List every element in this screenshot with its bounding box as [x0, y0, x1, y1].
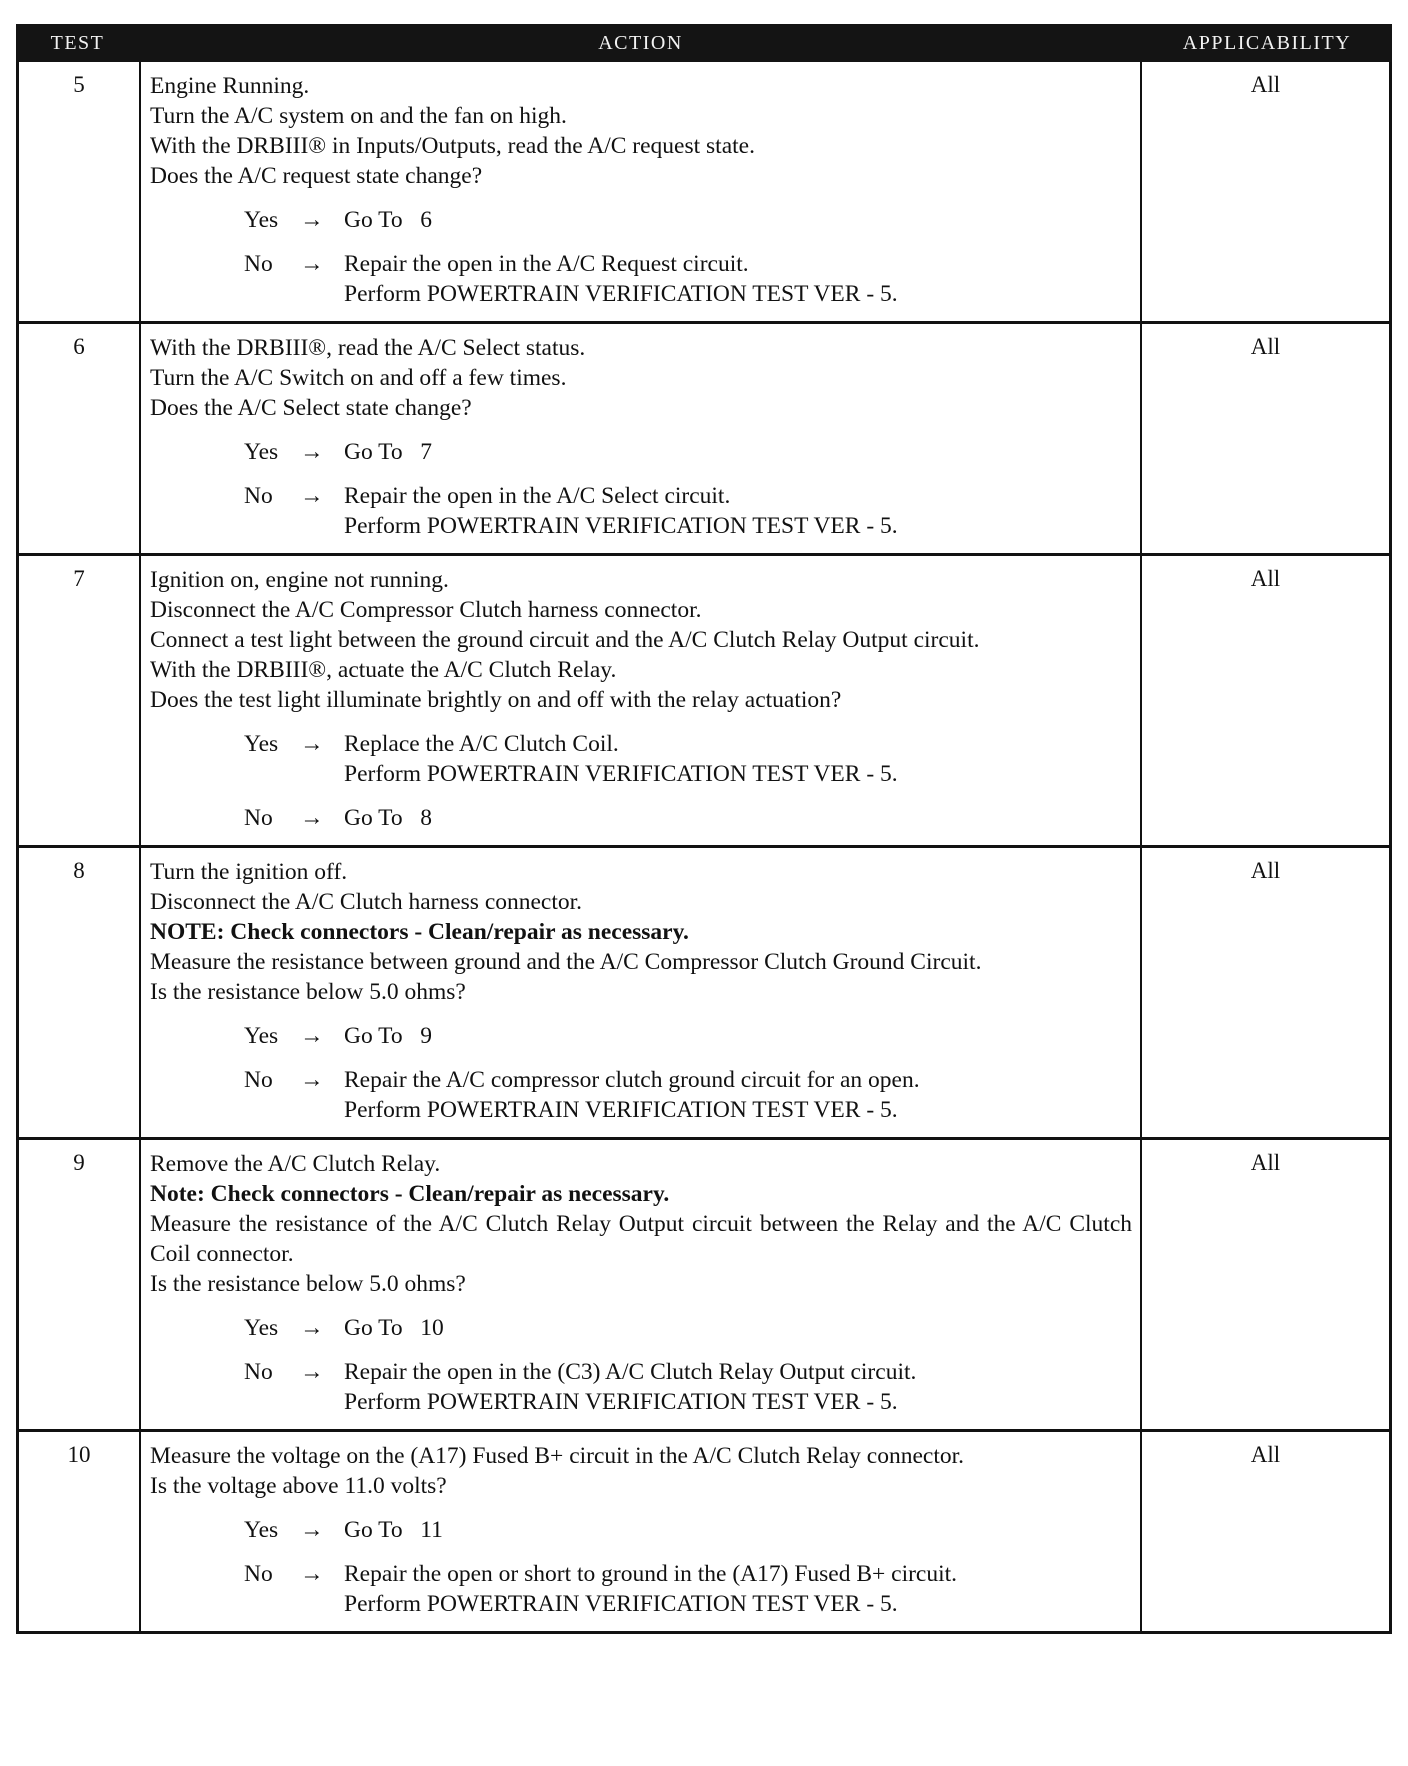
yes-outcome: [244, 1313, 1132, 1343]
outcome-result: [344, 729, 1132, 789]
outcome-result: [344, 1065, 1132, 1125]
applicability-value: All: [1250, 858, 1281, 883]
yes-outcome: [244, 205, 1132, 235]
instruction-line: With the DRBIII®, actuate the A/C Clutch Relay.: [150, 657, 617, 683]
header-test: TEST: [50, 31, 105, 54]
action-cell: [139, 1432, 1142, 1631]
header-action: ACTION: [598, 31, 683, 54]
no-outcome: [244, 1065, 1132, 1125]
instruction-line: Turn the A/C system on and the fan on high.: [150, 103, 567, 129]
right-arrow-icon: →: [300, 731, 324, 757]
instruction-line: Ignition on, engine not running.: [150, 567, 449, 593]
no-outcome: [244, 1559, 1132, 1619]
instruction-line: Does the A/C request state change?: [150, 163, 483, 189]
instruction-line: Does the A/C Select state change?: [150, 395, 472, 421]
right-arrow-icon: →: [300, 1561, 324, 1587]
test-number: 8: [73, 858, 85, 883]
test-number: 6: [73, 334, 85, 359]
right-arrow-icon: →: [300, 1067, 324, 1093]
test-number: 10: [67, 1442, 91, 1467]
result-line: Repair the open in the A/C Select circuit.: [344, 483, 731, 509]
note-line: Note: Check connectors - Clean/repair as necessary.: [150, 1181, 670, 1207]
outcome-result: [344, 1357, 1132, 1417]
right-arrow-icon: →: [300, 1517, 324, 1543]
test-number: 9: [73, 1150, 85, 1175]
note-line: NOTE: Check connectors - Clean/repair as necessary.: [150, 919, 689, 945]
diagnostic-test-table: [16, 24, 1392, 1634]
instruction-line: Turn the A/C Switch on and off a few times.: [150, 365, 567, 391]
table-row: [19, 1429, 1389, 1631]
right-arrow-icon: →: [300, 251, 324, 277]
instruction-line: Connect a test light between the ground circuit and the A/C Clutch Relay Output circuit.: [150, 627, 980, 653]
outcome-answer: Yes: [244, 1517, 279, 1543]
right-arrow-icon: →: [300, 483, 324, 509]
instruction-line: Measure the resistance between ground and the A/C Compressor Clutch Ground Circuit.: [150, 949, 982, 975]
test-number: 5: [73, 72, 85, 97]
outcome-result: [344, 437, 1132, 467]
result-line: Perform POWERTRAIN VERIFICATION TEST VER - 5.: [344, 281, 898, 307]
no-outcome: [244, 1357, 1132, 1417]
outcome-answer: Yes: [244, 207, 279, 233]
outcome-answer: Yes: [244, 1023, 279, 1049]
action-cell: [139, 556, 1142, 845]
result-line: Go To 6: [344, 207, 433, 233]
outcome-result: [344, 249, 1132, 309]
table-header: [16, 24, 1392, 62]
right-arrow-icon: →: [300, 805, 324, 831]
instruction-line: Turn the ignition off.: [150, 859, 348, 885]
instruction-line: Disconnect the A/C Clutch harness connector.: [150, 889, 583, 915]
instruction-line: Measure the voltage on the (A17) Fused B+ circuit in the A/C Clutch Relay connector.: [150, 1443, 965, 1469]
outcome-result: [344, 481, 1132, 541]
instruction-line: Is the resistance below 5.0 ohms?: [150, 1271, 466, 1297]
result-line: Replace the A/C Clutch Coil.: [344, 731, 619, 757]
outcome-result: [344, 803, 1132, 833]
instruction-line: Disconnect the A/C Compressor Clutch harness connector.: [150, 597, 702, 623]
outcome-result: [344, 1559, 1132, 1619]
yes-outcome: [244, 729, 1132, 789]
result-line: Go To 9: [344, 1023, 433, 1049]
result-line: Go To 11: [344, 1517, 443, 1543]
yes-outcome: [244, 1515, 1132, 1545]
table-row: [19, 62, 1389, 321]
no-outcome: [244, 481, 1132, 541]
instruction-line: With the DRBIII®, read the A/C Select status.: [150, 335, 586, 361]
result-line: Repair the open in the (C3) A/C Clutch Relay Output circuit.: [344, 1359, 917, 1385]
instruction-line: Measure the resistance of the A/C Clutch Relay Output circuit between the Relay and the A/C Clutch Coil connector.: [150, 1211, 1138, 1267]
right-arrow-icon: →: [300, 1023, 324, 1049]
outcome-answer: No: [244, 483, 273, 509]
outcome-answer: No: [244, 1359, 273, 1385]
table-body: [16, 62, 1392, 1634]
table-row: [19, 1137, 1389, 1429]
right-arrow-icon: →: [300, 207, 324, 233]
instruction-line: Is the voltage above 11.0 volts?: [150, 1473, 447, 1499]
result-line: Perform POWERTRAIN VERIFICATION TEST VER - 5.: [344, 1389, 898, 1415]
applicability-value: All: [1250, 334, 1281, 359]
result-line: Perform POWERTRAIN VERIFICATION TEST VER - 5.: [344, 1591, 898, 1617]
table-row: [19, 845, 1389, 1137]
result-line: Go To 7: [344, 439, 433, 465]
action-cell: [139, 324, 1142, 553]
outcome-result: [344, 1021, 1132, 1051]
action-cell: [139, 1140, 1142, 1429]
applicability-value: All: [1250, 1150, 1281, 1175]
no-outcome: [244, 249, 1132, 309]
result-line: Go To 10: [344, 1315, 444, 1341]
table-row: [19, 321, 1389, 553]
outcome-result: [344, 1515, 1132, 1545]
table-row: [19, 553, 1389, 845]
yes-outcome: [244, 1021, 1132, 1051]
action-cell: [139, 62, 1142, 321]
applicability-value: All: [1250, 72, 1281, 97]
result-line: Perform POWERTRAIN VERIFICATION TEST VER - 5.: [344, 1097, 898, 1123]
header-applicability: APPLICABILITY: [1182, 31, 1352, 54]
outcome-answer: No: [244, 805, 273, 831]
result-line: Perform POWERTRAIN VERIFICATION TEST VER - 5.: [344, 513, 898, 539]
applicability-value: All: [1250, 1442, 1281, 1467]
outcome-answer: No: [244, 251, 273, 277]
action-cell: [139, 848, 1142, 1137]
result-line: Go To 8: [344, 805, 433, 831]
outcome-result: [344, 1313, 1132, 1343]
applicability-value: All: [1250, 566, 1281, 591]
outcome-answer: No: [244, 1561, 273, 1587]
outcome-answer: No: [244, 1067, 273, 1093]
right-arrow-icon: →: [300, 1359, 324, 1385]
instruction-line: Does the test light illuminate brightly on and off with the relay actuation?: [150, 687, 842, 713]
result-line: Repair the A/C compressor clutch ground circuit for an open.: [344, 1067, 920, 1093]
right-arrow-icon: →: [300, 1315, 324, 1341]
test-number: 7: [73, 566, 85, 591]
outcome-answer: Yes: [244, 439, 279, 465]
instruction-line: Is the resistance below 5.0 ohms?: [150, 979, 466, 1005]
result-line: Perform POWERTRAIN VERIFICATION TEST VER - 5.: [344, 761, 898, 787]
outcome-result: [344, 205, 1132, 235]
instruction-line: Engine Running.: [150, 73, 310, 99]
instruction-line: With the DRBIII® in Inputs/Outputs, read the A/C request state.: [150, 133, 755, 159]
yes-outcome: [244, 437, 1132, 467]
instruction-line: Remove the A/C Clutch Relay.: [150, 1151, 441, 1177]
no-outcome: [244, 803, 1132, 833]
right-arrow-icon: →: [300, 439, 324, 465]
outcome-answer: Yes: [244, 731, 279, 757]
outcome-answer: Yes: [244, 1315, 279, 1341]
result-line: Repair the open in the A/C Request circuit.: [344, 251, 749, 277]
result-line: Repair the open or short to ground in the (A17) Fused B+ circuit.: [344, 1561, 958, 1587]
